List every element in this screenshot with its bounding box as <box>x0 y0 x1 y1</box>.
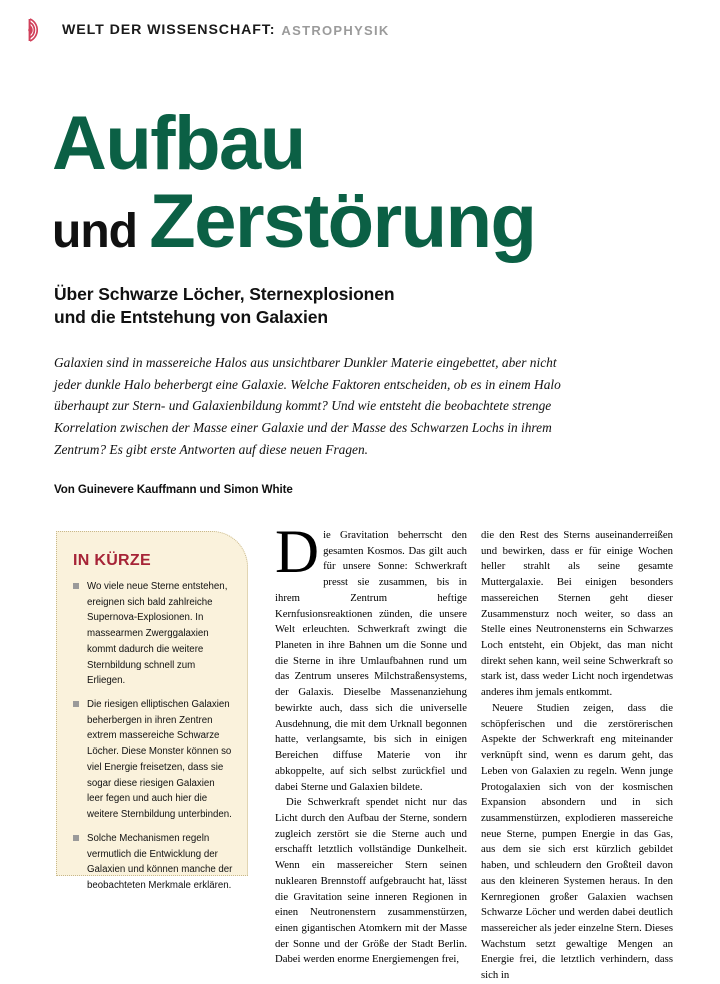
running-head <box>26 14 390 46</box>
square-bullet-icon <box>73 583 79 589</box>
in-kuerze-list <box>73 579 233 894</box>
paragraph <box>481 528 673 701</box>
running-head-title: WELT DER WISSENSCHAFT: <box>62 22 276 38</box>
byline: Von Guinevere Kauffmann und Simon White <box>54 483 293 496</box>
list-item <box>73 831 233 894</box>
headline-line-1: Aufbau <box>52 101 305 186</box>
list-item <box>73 579 233 689</box>
in-kuerze-box <box>56 531 248 891</box>
subtitle-line-1: Über Schwarze Löcher, Sternexplosionen <box>54 284 395 304</box>
square-bullet-icon <box>73 701 79 707</box>
list-item-text: Solche Mechanismen regeln vermutlich die Entwicklung der Galaxien und können manche der beobachteten Merkmale erklären. <box>87 832 233 891</box>
body-column-right <box>481 528 673 984</box>
body-column-middle <box>275 519 467 968</box>
list-item <box>73 697 233 823</box>
headline-line-2 <box>52 179 672 265</box>
drop-cap: D <box>275 519 320 586</box>
paragraph <box>481 701 673 984</box>
paragraph-text: Neuere Studien zeigen, dass die schöpferischen und die zerstörerischen Aspekte der Schwerkraft eng miteinander verknüpft sind, wenn es darum geht, das Leben von Galaxien zu regeln. Wenn junge Protogalaxien sich von der kosmischen Expansion absondern und in sich zusammenstürzen, explodieren massereiche neue Sterne, pumpen Energie in das Gas, aus dem sie sich erst kürzlich gebildet haben, und schleudern den Großteil davon aus den kleineren Systemen heraus. In den Kernregionen großer Galaxien wachsen Schwarze Löcher und werden dabei deutlich massereicher als jeder einzelne Stern. Dieses Wachstum setzt gewaltige Mengen an Energie frei, die letztlich verhindern, dass sich in <box>481 701 673 982</box>
headline-zerstoerung: Zerstörung <box>149 179 536 265</box>
page-title <box>52 101 672 265</box>
article-lead: Galaxien sind in massereiche Halos aus unsichtbarer Dunkler Materie eingebettet, aber nicht jeder dunkle Halo beherbergt eine Galaxie. Welche Faktoren entscheiden, ob es in einem Halo überhaupt zur Stern- und Galaxienbildung kommt? Und wie entsteht die beobachtete strenge Korrelation zwischen der Masse einer Galaxie und der Masse des Schwarzen Lochs in ihrem Zentrum? Es gibt erste Antworten auf diese neuen Fragen. <box>54 355 561 457</box>
list-item-text: Wo viele neue Sterne entstehen, ereignen sich bald zahlreiche Supernova-Explosionen. In massearmen Zwerggalaxien kommt dadurch die weitere Sternbildung schnell zum Erliegen. <box>87 581 228 687</box>
radio-wave-arcs-icon <box>26 16 52 44</box>
paragraph-text: Die Schwerkraft spendet nicht nur das Licht durch den Aufbau der Sterne, sondern zugleich zerstört sie die Sterne auch und erschafft letztlich vollständige Dunkelheit. Wenn ein massereicher Stern seinen nuklearen Brennstoff aufgebraucht hat, lässt die Gravitation seine inneren Regionen in einen Neutronenstern zusammenstürzen, einen gigantischen Atomkern mit der Masse der Sonne und der Größe der Stadt Berlin. Dabei werden enorme Energiemengen frei, <box>275 796 467 966</box>
subtitle-line-2: und die Entstehung von Galaxien <box>54 307 329 328</box>
paragraph-text: ie Gravitation beherrscht den gesamten Kosmos. Das gilt auch für unsere Sonne: Schwerkraft presst sie zusammen, bis in ihrem Zentrum heftige Kernfusionsreaktionen zünden, die unsere Welt erleuchten. Schwerkraft zwingt die Planeten in ihre Bahnen um die Sonne und die Sterne in ihre Umlaufbahnen rund um das Zentrum unseres Milchstraßensystems, der Galaxis. Dieselbe Massenanziehung bewirkte auch, dass sich die universelle Ausdehnung, die mit dem Urknall begonnen hatte, verlangsamte, bis sich in einigen Bereichen diffuse Materie von ihr abkoppelte, auf sich selbst zurückfiel und dabei Sterne und Galaxien bildete. <box>275 529 467 793</box>
headline-und: und <box>52 205 150 259</box>
running-head-section: ASTROPHYSIK <box>281 22 390 38</box>
square-bullet-icon <box>73 835 79 841</box>
paragraph-text: die den Rest des Sterns auseinanderreißen und bewirken, dass er für einige Wochen heller strahlt als seine gesamte Muttergalaxie. Bei einigen besonders massereichen Sternen geht dieser Zusammensturz noch weiter, so dass an Stelle eines Neutronensterns ein Schwarzes Loch entsteht, ein Objekt, das man nicht direkt sehen kann, weil seine Schwerkraft so stark ist, dass weder Licht noch irgendetwas anderes ihm jemals entkommt. <box>481 529 673 699</box>
list-item-text: Die riesigen elliptischen Galaxien beherbergen in ihren Zentren extrem massereiche Schwarze Löcher. Diese Monster können so viel Energie freisetzen, dass sie sogar diese riesigen Galaxien leer fegen und auch hier die weitere Sternbildung unterbinden. <box>87 699 232 821</box>
in-kuerze-title: IN KÜRZE <box>73 552 151 569</box>
article-subtitle <box>54 283 614 330</box>
paragraph <box>275 795 467 968</box>
paragraph <box>275 519 467 795</box>
